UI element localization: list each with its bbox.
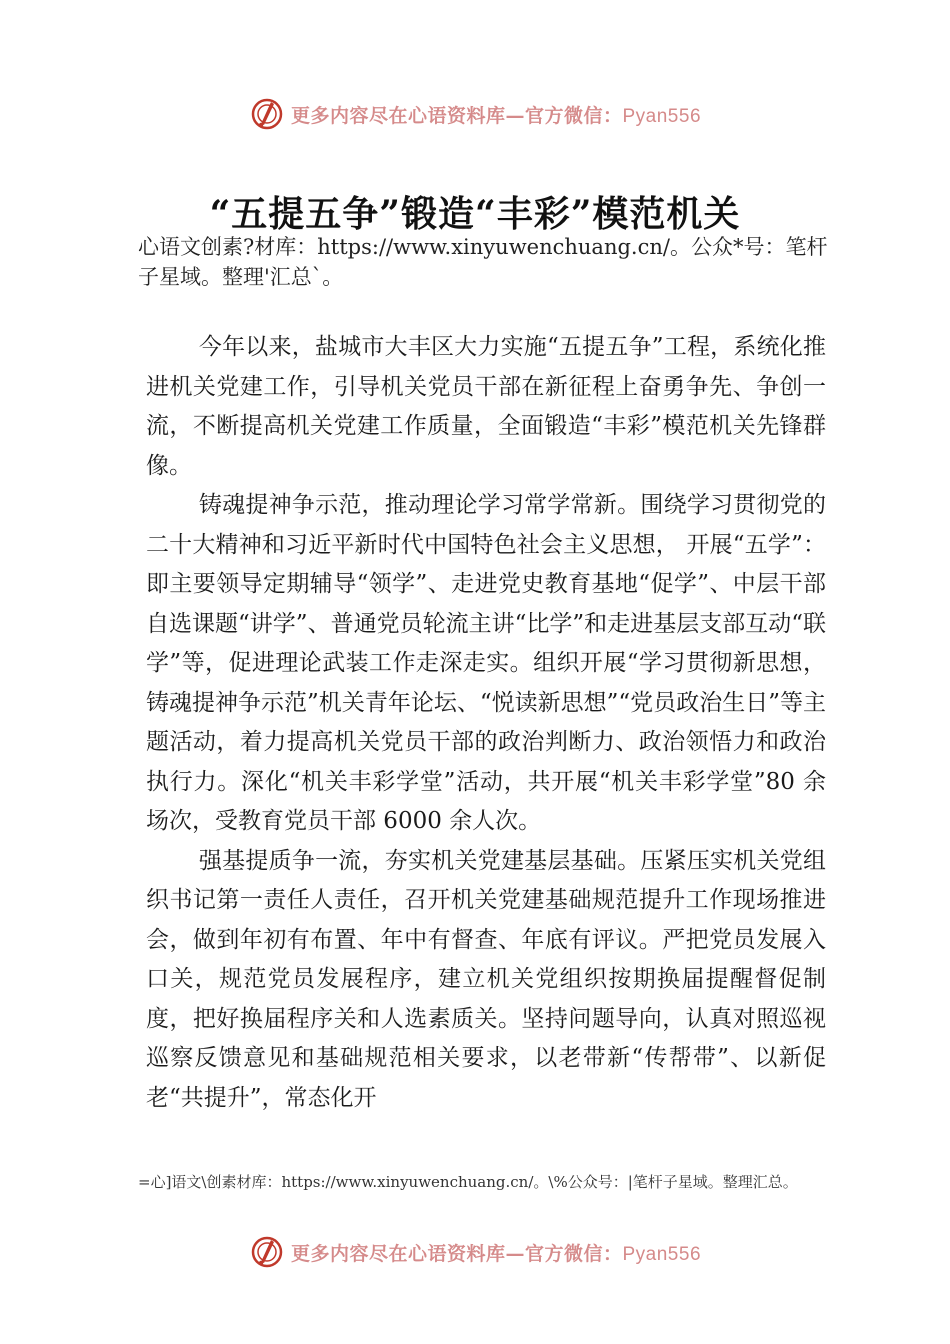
banner-text: 更多内容尽在心语资料库—官方微信：Pyan556	[290, 1242, 702, 1265]
source-line: 心语文创素?材库：https://www.xinyuwenchuang.cn/。公众*号：笔杆子星域。整理'汇总`。	[138, 235, 828, 289]
paragraph: 今年以来，盐城市大丰区大力实施“五提五争”工程，系统化推进机关党建工作，引导机关党员干部在新征程上奋勇争先、争创一流，不断提高机关党建工作质量，全面锻造“丰彩”模范机关先锋群像。	[146, 334, 826, 479]
banner-text: 更多内容尽在心语资料库—官方微信：Pyan556	[290, 104, 702, 127]
paragraph: 强基提质争一流，夯实机关党建基层基础。压紧压实机关党组织书记第一责任人责任，召开机关党建基础规范提升工作现场推进会，做到年初有布置、年中有督查、年底有评议。严把党员发展入口关，规范党员发展程序，建立机关党组织按期换届提醒督促制度，把好换届程序关和人选素质关。坚持问题导向，认真对照巡视巡察反馈意见和基础规范相关要求，以老带新“传帮带”、以新促老“共提升”，常态化开	[146, 847, 826, 1111]
paragraph: 铸魂提神争示范，推动理论学习常学常新。围绕学习贯彻党的二十大精神和习近平新时代中国特色社会主义思想， 开展“五学”：即主要领导定期辅导“领学”、走进党史教育基地“促学”、中层干部自选课题“讲学”、普通党员轮流主讲“比学”和走进基层支部互动“联学”等，促进理论武装工作走深走实。组织开展“学习贯彻新思想，铸魂提神争示范”机关青年论坛、“悦读新思想”“党员政治生日”等主题活动，着力提高机关党员干部的政治判断力、政治领悟力和政治执行力。深化“机关丰彩学堂”活动，共开展“机关丰彩学堂”80 余场次，受教育党员干部 6000 余人次。	[146, 492, 826, 834]
wechat-id: Pyan556	[622, 1243, 702, 1265]
red-ink-seal-icon	[249, 1234, 285, 1270]
wechat-id: Pyan556	[622, 105, 702, 127]
document-body	[146, 328, 826, 1118]
header-banner	[0, 92, 950, 136]
document-title: “五提五争”锻造“丰彩”模范机关	[209, 193, 741, 235]
red-ink-seal-icon	[249, 96, 285, 132]
footer-note: =心]语文\创素材库：https://www.xinyuwenchuang.cn/。\%公众号：|笔杆子星域。整理汇总。	[138, 1173, 798, 1191]
footer-banner	[0, 1230, 950, 1274]
